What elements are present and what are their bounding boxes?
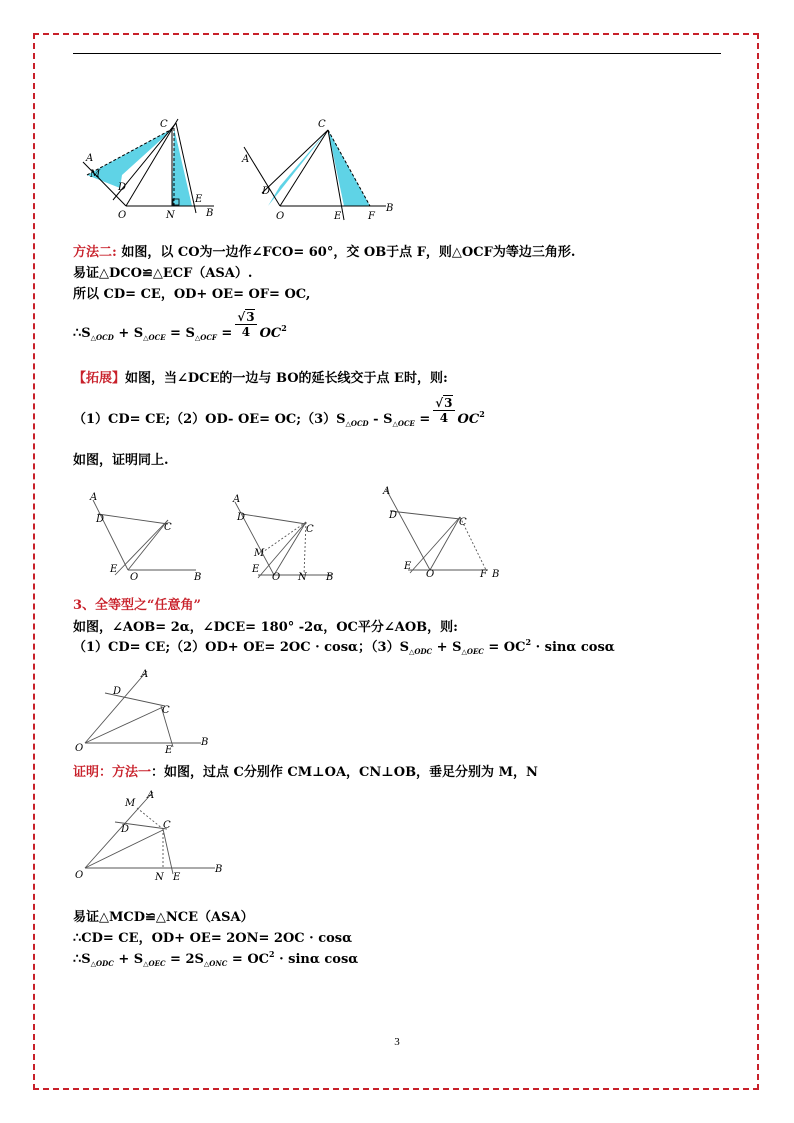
proof-line3: $\therefore S_{\triangle ODC} + S_{\triangle OEC} = 2S_{\triangle ONC} = OC^2 \cdot \sin\alpha$ cosα <box>73 949 359 968</box>
svg-text:O: O <box>272 572 281 583</box>
figure-top-left <box>78 113 228 223</box>
method2-line2: 易证△DCO≌△ECF（ASA）. <box>73 266 253 281</box>
proof-line2: ∴CD= CE，OD+ OE= 2ON= 2OC · cosα <box>73 931 353 946</box>
svg-text:D: D <box>262 186 271 197</box>
svg-text:C: C <box>160 119 168 130</box>
extension-line3: 如图，证明同上. <box>73 453 169 468</box>
svg-text:C: C <box>163 820 171 831</box>
shaded-triangle-cne <box>172 128 192 206</box>
svg-text:D: D <box>118 182 127 193</box>
svg-text:A: A <box>242 154 250 165</box>
svg-text:O: O <box>75 743 84 754</box>
svg-text:O: O <box>276 211 285 222</box>
svg-text:B: B <box>492 569 500 580</box>
header-rule <box>73 53 721 54</box>
svg-text:F: F <box>480 569 487 580</box>
section3-title: 3、全等型之“任意角” <box>73 598 202 613</box>
figure-ext-1 <box>88 490 218 583</box>
svg-text:M: M <box>254 548 265 559</box>
svg-text:E: E <box>404 561 412 572</box>
svg-text:E: E <box>165 745 173 756</box>
svg-text:E: E <box>334 211 342 222</box>
svg-text:E: E <box>195 194 203 205</box>
proof-line1: 易证△MCD≌△NCE（ASA） <box>73 910 254 925</box>
svg-text:A: A <box>233 494 241 505</box>
page-number: 3 <box>394 1036 400 1048</box>
svg-text:D: D <box>113 686 122 697</box>
svg-text:D: D <box>237 512 246 523</box>
method2-formula: $\therefore S_{\triangle OCD} + S_{\triangle OCE} = S_{\triangle OCF}$ = $\frac{√3}{4}$ $OC^2$ <box>73 310 287 342</box>
svg-text:A: A <box>90 492 98 503</box>
section3-line1: 如图，∠AOB= 2α，∠DCE= 180° -2α，OC平分∠AOB，则: <box>73 620 458 635</box>
svg-text:F: F <box>368 211 375 222</box>
method2-line1: 方法二: 如图，以 CO为一边作∠FCO= 60°，交 OB于点 F，则△OCF为等边三角形. <box>73 245 576 260</box>
section3-line2: （1）CD= CE;（2）OD+ OE= 2OC · cosα；$(3)S_{\triangle ODC} + S_{\triangle OEC} = OC^2 \cdot \sin\alpha$ cosα <box>73 637 615 656</box>
svg-text:A: A <box>383 486 391 497</box>
figure-ext-2 <box>230 490 360 585</box>
figure-ext-3 <box>378 483 518 578</box>
svg-text:C: C <box>162 705 170 716</box>
svg-text:D: D <box>96 514 105 525</box>
svg-text:D: D <box>121 824 130 835</box>
svg-text:O: O <box>130 572 139 583</box>
proof-method1-line: 证明：方法一：如图，过点 C分别作 CM⊥OA，CN⊥OB，垂足分别为 M，N <box>73 765 538 780</box>
extension-line1: 【拓展】如图，当∠DCE的一边与 BO的延长线交于点 E时，则: <box>73 371 448 386</box>
svg-text:A: A <box>141 669 149 680</box>
svg-text:C: C <box>459 517 467 528</box>
svg-text:N: N <box>298 572 307 583</box>
svg-text:C: C <box>306 524 314 535</box>
svg-text:O: O <box>75 870 84 881</box>
svg-text:B: B <box>201 737 209 748</box>
figure-proof-method1 <box>75 786 235 886</box>
figure-arbitrary-angle <box>75 663 225 758</box>
shaded-triangle-ocd <box>268 130 328 206</box>
svg-text:E: E <box>110 564 118 575</box>
svg-text:N: N <box>166 210 175 221</box>
svg-text:B: B <box>194 572 202 583</box>
svg-text:B: B <box>386 203 394 214</box>
svg-text:M: M <box>90 169 101 180</box>
svg-text:M: M <box>125 798 136 809</box>
svg-text:O: O <box>118 210 127 221</box>
svg-text:B: B <box>326 572 334 583</box>
svg-text:E: E <box>173 872 181 883</box>
svg-text:C: C <box>164 522 172 533</box>
method2-line3: 所以 CD= CE，OD+ OE= OF= OC, <box>73 287 311 302</box>
svg-text:E: E <box>252 564 260 575</box>
svg-text:D: D <box>389 510 398 521</box>
figure-top-right <box>240 113 400 223</box>
svg-text:B: B <box>215 864 223 875</box>
svg-text:A: A <box>147 790 155 801</box>
svg-text:A: A <box>86 153 94 164</box>
svg-text:N: N <box>155 872 164 883</box>
svg-text:O: O <box>426 569 435 580</box>
extension-line2: （1）CD= CE;（2）OD- $OE= OC;(3)S_{\triangle OCD} - S_{\triangle OCE}$ = $\frac{√3}{4}$ $OC^2$ <box>73 396 485 428</box>
svg-text:C: C <box>318 119 326 130</box>
svg-text:B: B <box>206 208 214 219</box>
